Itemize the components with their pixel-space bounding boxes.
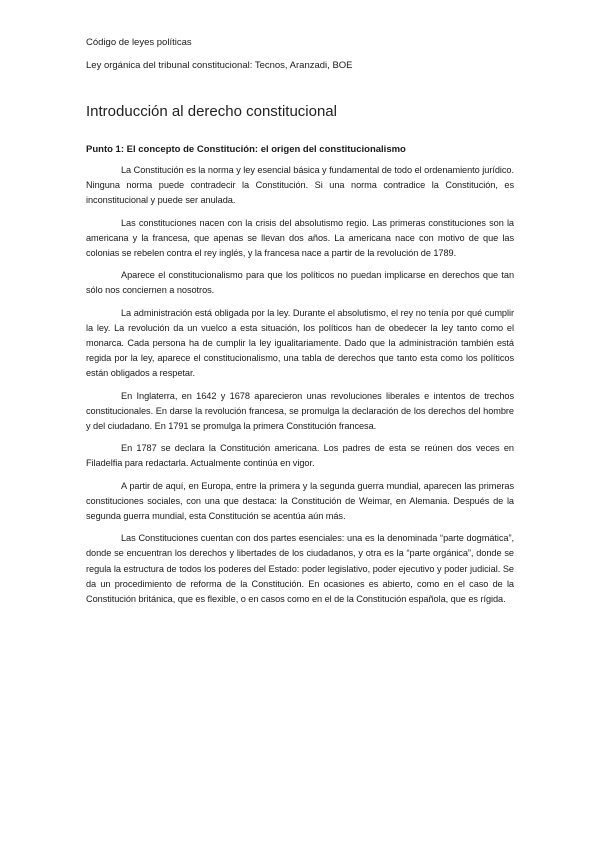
paragraph-administration: La administración está obligada por la ley. Durante el absolutismo, el rey no tenía por qué cumplir la ley. La revolución da un vuelco a esta situación, los políticos han de obedecer la ley tanto como el monarca. Cada persona ha de cumplir la ley igualitariamente. Dado que la administración también está regida por la ley, aparece el constitucionalismo, una tabla de derechos que tanto esta como los políticos están obligados a respetar.	[86, 307, 514, 379]
document-page	[86, 36, 514, 614]
header-line-law: Ley orgánica del tribunal constitucional: Tecnos, Aranzadi, BOE	[86, 60, 353, 71]
section-heading: Punto 1: El concepto de Constitución: el origen del constitucionalismo	[86, 144, 406, 155]
paragraph-social-constitutions: A partir de aquí, en Europa, entre la primera y la segunda guerra mundial, aparecen las primeras constituciones sociales, con una que destaca: la Constitución de Weimar, en Alemania. Después de la segunda guerra mundial, esta Constitución se acentúa aún más.	[86, 480, 514, 522]
page-title: Introducción al derecho constitucional	[86, 103, 337, 120]
paragraph-constitution-definition: La Constitución es la norma y ley esencial básica y fundamental de todo el ordenamiento jurídico. Ninguna norma puede contradecir la Constitución. Si una norma contradice la Constitución, es inconstitucional y puede ser anulada.	[86, 165, 514, 206]
paragraph-constitutionalism: Aparece el constitucionalismo para que los políticos no puedan implicarse en derechos que tan sólo nos conciernen a nosotros.	[86, 270, 514, 296]
paragraph-american-constitution: En 1787 se declara la Constitución americana. Los padres de esta se reúnen dos veces en Filadelfia para redactarla. Actualmente continúa en vigor.	[86, 443, 514, 469]
paragraph-constitution-parts: Las Constituciones cuentan con dos partes esenciales: una es la denominada “parte dogmática”, donde se encuentran los derechos y libertades de los ciudadanos, y otra es la “parte orgánica”, donde se regula la estructura de todos los poderes del Estado: poder legislativo, poder ejecutivo y poder judicial. Se da un procedimiento de reforma de la Constitución. En ocasiones es abierto, como en el caso de la Constitución británica, que es flexible, o en casos como en el de la Constitución española, que es rígida.	[86, 533, 514, 605]
paragraph-origin: Las constituciones nacen con la crisis del absolutismo regio. Las primeras constituciones son la americana y la francesa, que apenas se llevan dos años. La americana nace con motivo de que las colonias se rebelen contra el rey inglés, y la francesa nace a partir de la revolución de 1789.	[86, 217, 514, 259]
paragraph-england: En Inglaterra, en 1642 y 1678 aparecieron unas revoluciones liberales e intentos de trechos constitucionales. En darse la revolución francesa, se promulga la declaración de los derechos del hombre y del ciudadano. En 1791 se promulga la primera Constitución francesa.	[86, 390, 514, 432]
header-line-code: Código de leyes políticas	[86, 37, 192, 48]
